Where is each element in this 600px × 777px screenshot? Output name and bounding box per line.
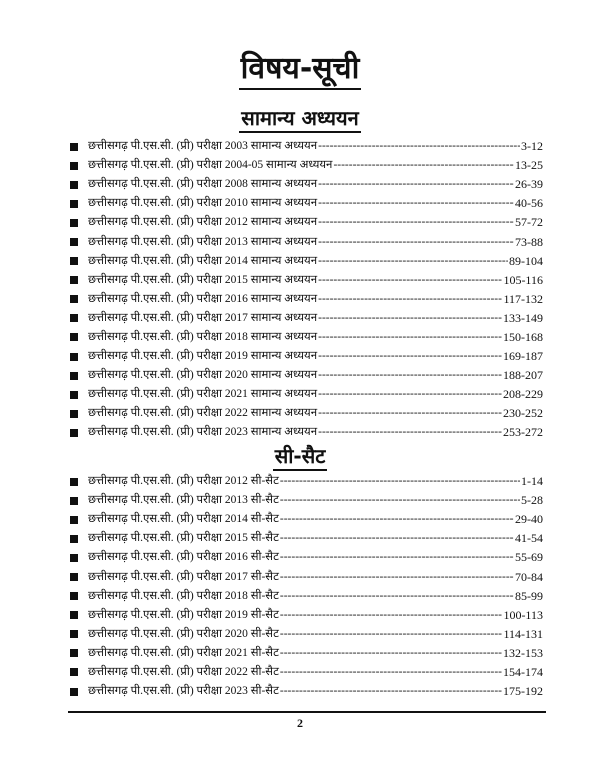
toc-entry[interactable]: [70, 606, 543, 625]
dash-leader: [280, 570, 514, 585]
page-title-text: विषय-सूची: [239, 51, 362, 90]
toc-entry-pages: 188-207: [503, 368, 543, 383]
toc-entry-title: छत्तीसगढ़ पी.एस.सी. (प्री) परीक्षा 2021 सी-सैट: [88, 646, 279, 659]
toc-entry-title: छत्तीसगढ़ पी.एस.सी. (प्री) परीक्षा 2022 सी-सैट: [88, 665, 279, 678]
square-bullet-icon: [70, 410, 78, 418]
toc-entry[interactable]: [70, 385, 543, 404]
toc-entry[interactable]: [70, 510, 543, 529]
toc-list-csat: [70, 472, 543, 701]
square-bullet-icon: [70, 200, 78, 208]
toc-entry-pages: 29-40: [515, 512, 543, 527]
toc-entry-pages: 230-252: [503, 406, 543, 421]
square-bullet-icon: [70, 391, 78, 399]
toc-entry[interactable]: [70, 328, 543, 347]
toc-entry[interactable]: [70, 232, 543, 251]
dash-leader: [318, 311, 502, 326]
toc-entry-pages: 105-116: [503, 272, 543, 287]
toc-entry-pages: 1-14: [521, 474, 543, 489]
toc-entry-title: छत्तीसगढ़ पी.एस.सी. (प्री) परीक्षा 2003 सामान्य अध्ययन: [88, 140, 318, 153]
toc-entry[interactable]: [70, 252, 543, 271]
toc-entry-title: छत्तीसगढ़ पी.एस.सी. (प्री) परीक्षा 2008 सामान्य अध्ययन: [88, 178, 318, 191]
dash-leader: [318, 425, 502, 440]
dash-leader: [318, 215, 514, 230]
square-bullet-icon: [70, 257, 78, 265]
toc-entry-title: छत्तीसगढ़ पी.एस.सी. (प्री) परीक्षा 2014 सामान्य अध्ययन: [88, 254, 318, 267]
dash-leader: [318, 368, 502, 383]
toc-entry-pages: 26-39: [515, 177, 543, 192]
square-bullet-icon: [70, 611, 78, 619]
toc-entry-pages: 70-84: [515, 569, 543, 584]
toc-entry-pages: 5-28: [521, 493, 543, 508]
square-bullet-icon: [70, 573, 78, 581]
square-bullet-icon: [70, 478, 78, 486]
toc-entry-pages: 13-25: [515, 158, 543, 173]
toc-entry[interactable]: [70, 472, 543, 491]
toc-entry-pages: 114-131: [503, 626, 543, 641]
square-bullet-icon: [70, 630, 78, 638]
dash-leader: [318, 177, 514, 192]
dash-leader: [280, 589, 514, 604]
square-bullet-icon: [70, 554, 78, 562]
toc-entry[interactable]: [70, 309, 543, 328]
square-bullet-icon: [70, 314, 78, 322]
toc-entry[interactable]: [70, 491, 543, 510]
toc-entry-title: छत्तीसगढ़ पी.एस.सी. (प्री) परीक्षा 2023 सी-सैट: [88, 685, 279, 698]
toc-entry-pages: 73-88: [515, 234, 543, 249]
dash-leader: [280, 684, 502, 699]
page-title: [0, 50, 600, 93]
toc-entry[interactable]: [70, 644, 543, 663]
toc-list-general-studies: [70, 137, 543, 443]
page-number: 2: [297, 716, 303, 730]
toc-entry-title: छत्तीसगढ़ पी.एस.सी. (प्री) परीक्षा 2023 सामान्य अध्ययन: [88, 426, 318, 439]
square-bullet-icon: [70, 688, 78, 696]
dash-leader: [280, 646, 502, 661]
toc-entry-pages: 133-149: [503, 310, 543, 325]
dash-leader: [318, 196, 514, 211]
square-bullet-icon: [70, 649, 78, 657]
section-heading-text: सी-सैट: [273, 444, 328, 471]
toc-entry-title: छत्तीसगढ़ पी.एस.सी. (प्री) परीक्षा 2015 सामान्य अध्ययन: [88, 273, 318, 286]
square-bullet-icon: [70, 276, 78, 284]
dash-leader: [318, 330, 502, 345]
toc-entry-title: छत्तीसगढ़ पी.एस.सी. (प्री) परीक्षा 2004-05 सामान्य अध्ययन: [88, 159, 333, 172]
toc-entry-title: छत्तीसगढ़ पी.एस.सी. (प्री) परीक्षा 2013 सी-सैट: [88, 494, 279, 507]
dash-leader: [318, 139, 520, 154]
toc-entry[interactable]: [70, 213, 543, 232]
toc-entry-pages: 57-72: [515, 215, 543, 230]
square-bullet-icon: [70, 429, 78, 437]
toc-entry[interactable]: [70, 682, 543, 701]
toc-entry-pages: 117-132: [503, 291, 543, 306]
toc-entry-pages: 132-153: [503, 645, 543, 660]
footer-divider: [68, 711, 546, 713]
toc-entry[interactable]: [70, 194, 543, 213]
dash-leader: [318, 292, 502, 307]
toc-entry[interactable]: [70, 404, 543, 423]
toc-entry-title: छत्तीसगढ़ पी.एस.सी. (प्री) परीक्षा 2021 सामान्य अध्ययन: [88, 388, 318, 401]
toc-entry[interactable]: [70, 625, 543, 644]
dash-leader: [280, 493, 520, 508]
square-bullet-icon: [70, 592, 78, 600]
dash-leader: [280, 550, 514, 565]
toc-entry-pages: 154-174: [503, 664, 543, 679]
toc-entry-pages: 100-113: [503, 607, 543, 622]
square-bullet-icon: [70, 295, 78, 303]
toc-entry-pages: 169-187: [503, 349, 543, 364]
dash-leader: [333, 158, 514, 173]
toc-entry-title: छत्तीसगढ़ पी.एस.सी. (प्री) परीक्षा 2017 सी-सैट: [88, 570, 279, 583]
toc-entry-pages: 150-168: [503, 329, 543, 344]
toc-entry[interactable]: [70, 663, 543, 682]
dash-leader: [280, 531, 514, 546]
toc-entry[interactable]: [70, 548, 543, 567]
dash-leader: [280, 608, 503, 623]
dash-leader: [318, 235, 514, 250]
toc-entry-title: छत्तीसगढ़ पी.एस.सी. (प्री) परीक्षा 2012 सामान्य अध्ययन: [88, 216, 318, 229]
toc-entry-pages: 89-104: [509, 253, 543, 268]
dash-leader: [280, 474, 520, 489]
square-bullet-icon: [70, 181, 78, 189]
toc-entry-title: छत्तीसगढ़ पी.एस.सी. (प्री) परीक्षा 2012 सी-सैट: [88, 475, 279, 488]
square-bullet-icon: [70, 516, 78, 524]
toc-entry-title: छत्तीसगढ़ पी.एस.सी. (प्री) परीक्षा 2017 सामान्य अध्ययन: [88, 311, 318, 324]
toc-entry-pages: 208-229: [503, 387, 543, 402]
toc-entry-title: छत्तीसगढ़ पी.एस.सी. (प्री) परीक्षा 2016 सामान्य अध्ययन: [88, 292, 318, 305]
section-heading-general-studies: [0, 106, 600, 132]
toc-entry-pages: 3-12: [521, 139, 543, 154]
dash-leader: [318, 387, 502, 402]
toc-entry-title: छत्तीसगढ़ पी.एस.सी. (प्री) परीक्षा 2022 सामान्य अध्ययन: [88, 407, 318, 420]
toc-entry-title: छत्तीसगढ़ पी.एस.सी. (प्री) परीक्षा 2015 सी-सैट: [88, 532, 279, 545]
dash-leader: [318, 406, 502, 421]
toc-entry[interactable]: [70, 271, 543, 290]
square-bullet-icon: [70, 372, 78, 380]
dash-leader: [280, 665, 502, 680]
toc-entry[interactable]: [70, 567, 543, 586]
toc-entry[interactable]: [70, 156, 543, 175]
square-bullet-icon: [70, 353, 78, 361]
toc-entry-pages: 40-56: [515, 196, 543, 211]
toc-entry-title: छत्तीसगढ़ पी.एस.सी. (प्री) परीक्षा 2018 सामान्य अध्ययन: [88, 330, 318, 343]
toc-entry[interactable]: [70, 529, 543, 548]
square-bullet-icon: [70, 333, 78, 341]
toc-entry-title: छत्तीसगढ़ पी.एस.सी. (प्री) परीक्षा 2019 सी-सैट: [88, 608, 279, 621]
square-bullet-icon: [70, 238, 78, 246]
dash-leader: [318, 273, 502, 288]
toc-entry[interactable]: [70, 175, 543, 194]
square-bullet-icon: [70, 143, 78, 151]
toc-entry[interactable]: [70, 587, 543, 606]
toc-entry-pages: 55-69: [515, 550, 543, 565]
toc-entry-pages: 253-272: [503, 425, 543, 440]
toc-entry-pages: 41-54: [515, 531, 543, 546]
square-bullet-icon: [70, 219, 78, 227]
dash-leader: [280, 627, 503, 642]
dash-leader: [318, 254, 508, 269]
toc-entry-title: छत्तीसगढ़ पी.एस.सी. (प्री) परीक्षा 2020 सामान्य अध्ययन: [88, 369, 318, 382]
toc-entry-pages: 175-192: [503, 684, 543, 699]
toc-entry-title: छत्तीसगढ़ पी.एस.सी. (प्री) परीक्षा 2013 सामान्य अध्ययन: [88, 235, 318, 248]
toc-entry-title: छत्तीसगढ़ पी.एस.सी. (प्री) परीक्षा 2020 सी-सैट: [88, 627, 279, 640]
toc-entry[interactable]: [70, 137, 543, 156]
toc-entry[interactable]: [70, 290, 543, 309]
dash-leader: [280, 512, 514, 527]
square-bullet-icon: [70, 497, 78, 505]
toc-entry-title: छत्तीसगढ़ पी.एस.सी. (प्री) परीक्षा 2019 सामान्य अध्ययन: [88, 350, 318, 363]
toc-entry[interactable]: [70, 347, 543, 366]
toc-entry-title: छत्तीसगढ़ पी.एस.सी. (प्री) परीक्षा 2014 सी-सैट: [88, 513, 279, 526]
toc-entry-title: छत्तीसगढ़ पी.एस.सी. (प्री) परीक्षा 2016 सी-सैट: [88, 551, 279, 564]
toc-entry[interactable]: [70, 366, 543, 385]
dash-leader: [318, 349, 502, 364]
square-bullet-icon: [70, 535, 78, 543]
square-bullet-icon: [70, 668, 78, 676]
toc-entry-title: छत्तीसगढ़ पी.एस.सी. (प्री) परीक्षा 2018 सी-सैट: [88, 589, 279, 602]
section-heading-csat: [0, 444, 600, 470]
square-bullet-icon: [70, 162, 78, 170]
toc-entry-title: छत्तीसगढ़ पी.एस.सी. (प्री) परीक्षा 2010 सामान्य अध्ययन: [88, 197, 318, 210]
section-heading-text: सामान्य अध्ययन: [239, 106, 360, 133]
toc-entry-pages: 85-99: [515, 588, 543, 603]
toc-entry[interactable]: [70, 423, 543, 442]
